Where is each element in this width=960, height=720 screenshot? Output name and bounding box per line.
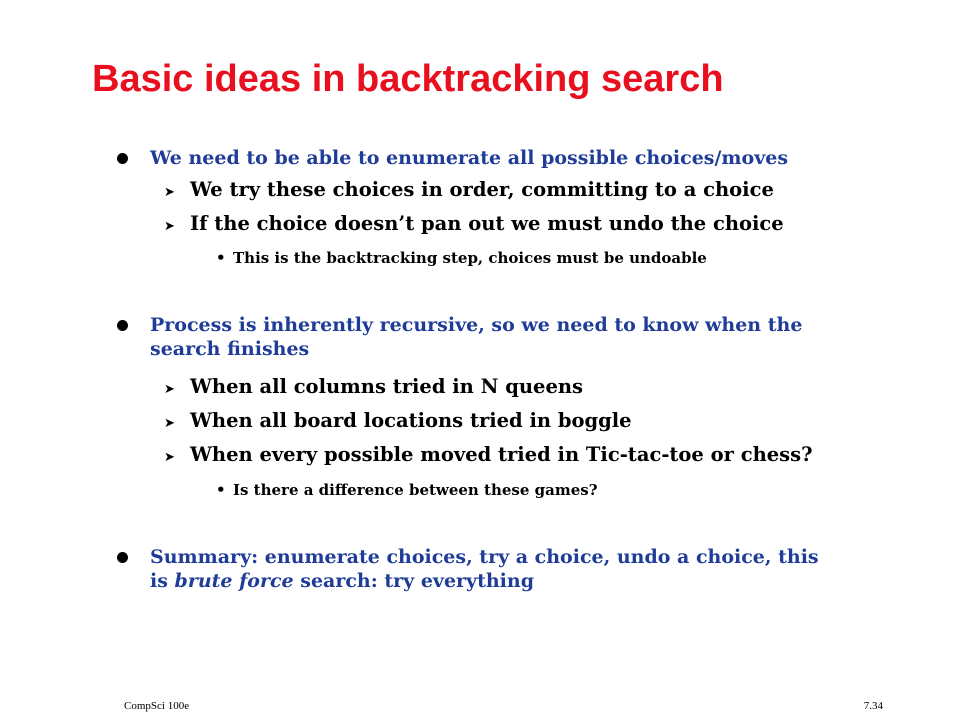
dot-bullet-icon: • xyxy=(216,249,226,267)
dot-bullet-icon: • xyxy=(216,481,226,499)
subbullet-n-queens: ➤ When all columns tried in N queens xyxy=(190,375,583,399)
arrow-bullet-icon: ➤ xyxy=(164,382,175,397)
subbullet-boggle: ➤ When all board locations tried in boggle xyxy=(190,409,632,433)
bullet-recursive: Process is inherently recursive, so we need to know when the search finishes xyxy=(150,313,802,361)
arrow-bullet-icon: ➤ xyxy=(164,219,175,234)
round-bullet-icon xyxy=(117,153,128,164)
arrow-bullet-icon: ➤ xyxy=(164,416,175,431)
round-bullet-icon xyxy=(117,552,128,563)
arrow-bullet-icon: ➤ xyxy=(164,185,175,200)
subbullet-try-choices: ➤ We try these choices in order, committing to a choice xyxy=(190,178,774,202)
bullet-enumerate: We need to be able to enumerate all possible choices/moves xyxy=(150,146,788,170)
summary-line-2: is brute force search: try everything xyxy=(150,570,534,592)
emphasis-brute-force: brute force xyxy=(174,570,294,592)
footer-page-number: 7.34 xyxy=(863,700,883,712)
arrow-bullet-icon: ➤ xyxy=(164,450,175,465)
subsubbullet-backtracking-step: • This is the backtracking step, choices must be undoable xyxy=(216,249,707,267)
bullet-summary: Summary: enumerate choices, try a choice, undo a choice, this is brute force search: try everything xyxy=(150,545,819,593)
subsubbullet-games-difference: • Is there a difference between these games? xyxy=(216,481,598,499)
subbullet-undo-choice: ➤ If the choice doesn’t pan out we must undo the choice xyxy=(190,212,784,236)
footer-course: CompSci 100e xyxy=(124,700,190,712)
slide-title: Basic ideas in backtracking search xyxy=(92,58,724,100)
round-bullet-icon xyxy=(117,320,128,331)
subbullet-tic-tac-toe: ➤ When every possible moved tried in Tic-tac-toe or chess? xyxy=(190,443,813,467)
